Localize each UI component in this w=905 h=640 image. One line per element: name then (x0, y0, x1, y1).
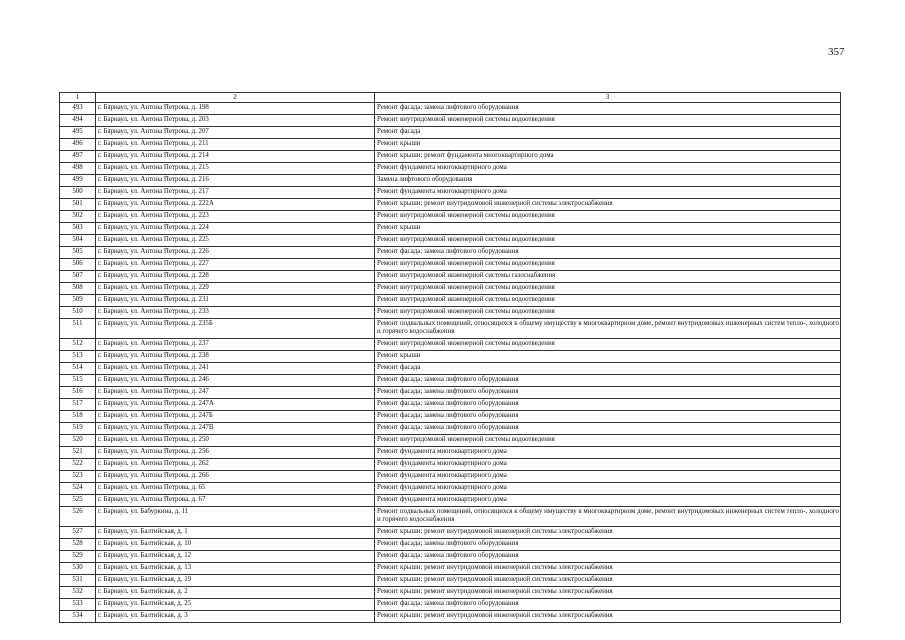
row-address: г. Барнаул, ул. Антона Петрова, д. 217 (96, 187, 375, 199)
row-work: Ремонт фундамента многоквартирного дома (375, 495, 841, 507)
row-number: 493 (60, 103, 96, 115)
row-work: Ремонт фундамента многоквартирного дома (375, 483, 841, 495)
row-number: 527 (60, 527, 96, 539)
table-row (60, 351, 841, 363)
column-header-address: 2 (96, 93, 375, 103)
row-address: г. Барнаул, ул. Антона Петрова, д. 214 (96, 151, 375, 163)
row-number: 499 (60, 175, 96, 187)
row-number: 510 (60, 307, 96, 319)
row-number: 496 (60, 139, 96, 151)
page-number: 357 (828, 46, 845, 58)
table-row (60, 187, 841, 199)
table-row (60, 139, 841, 151)
table-row (60, 575, 841, 587)
table-row (60, 259, 841, 271)
row-address: г. Барнаул, ул. Бабуркина, д. 11 (96, 507, 375, 527)
row-number: 505 (60, 247, 96, 259)
row-address: г. Барнаул, ул. Антона Петрова, д. 211 (96, 139, 375, 151)
row-work: Ремонт фасада; замена лифтового оборудования (375, 247, 841, 259)
table-header-row (60, 93, 841, 103)
row-address: г. Барнаул, ул. Антона Петрова, д. 216 (96, 175, 375, 187)
row-work: Ремонт крыши (375, 351, 841, 363)
row-address: г. Барнаул, ул. Антона Петрова, д. 247А (96, 399, 375, 411)
row-work: Ремонт внутридомовой инженерной системы газоснабжения (375, 271, 841, 283)
table-row (60, 115, 841, 127)
row-address: г. Барнаул, ул. Антона Петрова, д. 227 (96, 259, 375, 271)
row-work: Ремонт внутридомовой инженерной системы водоотведения (375, 115, 841, 127)
row-number: 521 (60, 447, 96, 459)
row-address: г. Барнаул, ул. Антона Петрова, д. 224 (96, 223, 375, 235)
row-work: Ремонт внутридомовой инженерной системы водоотведения (375, 283, 841, 295)
row-number: 517 (60, 399, 96, 411)
row-address: г. Барнаул, ул. Балтийская, д. 3 (96, 611, 375, 623)
row-number: 520 (60, 435, 96, 447)
row-number: 512 (60, 339, 96, 351)
row-number: 503 (60, 223, 96, 235)
row-address: г. Барнаул, ул. Антона Петрова, д. 229 (96, 283, 375, 295)
row-work: Замена лифтового оборудования (375, 175, 841, 187)
row-number: 531 (60, 575, 96, 587)
table-row (60, 611, 841, 623)
row-work: Ремонт фасада (375, 363, 841, 375)
table-row (60, 307, 841, 319)
table-row (60, 199, 841, 211)
row-work: Ремонт фундамента многоквартирного дома (375, 471, 841, 483)
table-row (60, 319, 841, 339)
table-row (60, 247, 841, 259)
row-address: г. Барнаул, ул. Антона Петрова, д. 238 (96, 351, 375, 363)
row-number: 514 (60, 363, 96, 375)
table-row (60, 539, 841, 551)
row-number: 498 (60, 163, 96, 175)
row-number: 516 (60, 387, 96, 399)
row-address: г. Барнаул, ул. Антона Петрова, д. 247Б (96, 411, 375, 423)
row-address: г. Барнаул, ул. Балтийская, д. 12 (96, 551, 375, 563)
row-number: 495 (60, 127, 96, 139)
row-work: Ремонт фундамента многоквартирного дома (375, 163, 841, 175)
table-row (60, 223, 841, 235)
row-address: г. Барнаул, ул. Антона Петрова, д. 250 (96, 435, 375, 447)
row-work: Ремонт фасада; замена лифтового оборудования (375, 599, 841, 611)
table-row (60, 551, 841, 563)
row-number: 504 (60, 235, 96, 247)
row-address: г. Барнаул, ул. Антона Петрова, д. 235Б (96, 319, 375, 339)
row-address: г. Барнаул, ул. Антона Петрова, д. 247В (96, 423, 375, 435)
row-address: г. Барнаул, ул. Балтийская, д. 10 (96, 539, 375, 551)
row-address: г. Барнаул, ул. Балтийская, д. 19 (96, 575, 375, 587)
row-number: 519 (60, 423, 96, 435)
row-work: Ремонт внутридомовой инженерной системы водоотведения (375, 235, 841, 247)
table-row (60, 423, 841, 435)
row-work: Ремонт крыши; ремонт внутридомовой инженерной системы электроснабжения (375, 611, 841, 623)
table-row (60, 283, 841, 295)
table-row (60, 459, 841, 471)
table-row (60, 399, 841, 411)
row-work: Ремонт фасада; замена лифтового оборудования (375, 375, 841, 387)
table-row (60, 483, 841, 495)
row-work: Ремонт фундамента многоквартирного дома (375, 459, 841, 471)
row-number: 525 (60, 495, 96, 507)
row-number: 518 (60, 411, 96, 423)
table-row (60, 175, 841, 187)
row-work: Ремонт фасада; замена лифтового оборудования (375, 387, 841, 399)
table-row (60, 527, 841, 539)
table-row (60, 495, 841, 507)
row-work: Ремонт внутридомовой инженерной системы водоотведения (375, 259, 841, 271)
table-row (60, 363, 841, 375)
row-work: Ремонт крыши; ремонт внутридомовой инженерной системы электроснабжения (375, 587, 841, 599)
table-row (60, 103, 841, 115)
table-body (60, 103, 841, 623)
row-address: г. Барнаул, ул. Антона Петрова, д. 65 (96, 483, 375, 495)
row-address: г. Барнаул, ул. Антона Петрова, д. 246 (96, 375, 375, 387)
row-address: г. Барнаул, ул. Антона Петрова, д. 223 (96, 211, 375, 223)
row-work: Ремонт крыши; ремонт внутридомовой инженерной системы электроснабжения (375, 199, 841, 211)
row-number: 497 (60, 151, 96, 163)
table-row (60, 563, 841, 575)
table-row (60, 387, 841, 399)
row-address: г. Барнаул, ул. Антона Петрова, д. 203 (96, 115, 375, 127)
row-address: г. Барнаул, ул. Антона Петрова, д. 233 (96, 307, 375, 319)
row-work: Ремонт внутридомовой инженерной системы водоотведения (375, 435, 841, 447)
row-number: 524 (60, 483, 96, 495)
row-address: г. Барнаул, ул. Антона Петрова, д. 247 (96, 387, 375, 399)
row-work: Ремонт крыши (375, 223, 841, 235)
table-row (60, 411, 841, 423)
row-work: Ремонт внутридомовой инженерной системы водоотведения (375, 295, 841, 307)
table-row (60, 587, 841, 599)
row-work: Ремонт крыши; ремонт фундамента многоквартирного дома (375, 151, 841, 163)
row-number: 500 (60, 187, 96, 199)
row-number: 529 (60, 551, 96, 563)
table-row (60, 507, 841, 527)
row-work: Ремонт фасада; замена лифтового оборудования (375, 423, 841, 435)
table-row (60, 599, 841, 611)
row-work: Ремонт крыши; ремонт внутридомовой инженерной системы электроснабжения (375, 575, 841, 587)
row-address: г. Барнаул, ул. Антона Петрова, д. 241 (96, 363, 375, 375)
row-address: г. Барнаул, ул. Балтийская, д. 13 (96, 563, 375, 575)
row-number: 522 (60, 459, 96, 471)
row-address: г. Барнаул, ул. Антона Петрова, д. 226 (96, 247, 375, 259)
row-address: г. Барнаул, ул. Антона Петрова, д. 231 (96, 295, 375, 307)
row-number: 507 (60, 271, 96, 283)
row-number: 501 (60, 199, 96, 211)
row-address: г. Барнаул, ул. Антона Петрова, д. 256 (96, 447, 375, 459)
row-address: г. Барнаул, ул. Антона Петрова, д. 67 (96, 495, 375, 507)
row-work: Ремонт крыши; ремонт внутридомовой инженерной системы электроснабжения (375, 527, 841, 539)
table-row (60, 271, 841, 283)
register-table (59, 92, 841, 623)
row-work: Ремонт фасада; замена лифтового оборудования (375, 103, 841, 115)
table-row (60, 235, 841, 247)
row-work: Ремонт фундамента многоквартирного дома (375, 447, 841, 459)
row-address: г. Барнаул, ул. Балтийская, д. 25 (96, 599, 375, 611)
column-header-work: 3 (375, 93, 841, 103)
table-row (60, 435, 841, 447)
row-work: Ремонт подвальных помещений, относящихся к общему имуществу в многоквартирном доме, ремонт внутридомовых инженерных систем тепло-, холодного и горячего водоснабжения (375, 507, 841, 527)
row-address: г. Барнаул, ул. Антона Петрова, д. 222А (96, 199, 375, 211)
row-work: Ремонт подвальных помещений, относящихся к общему имуществу в многоквартирном доме, ремонт внутридомовых инженерных систем тепло-, холодного и горячего водоснабжения (375, 319, 841, 339)
row-work: Ремонт внутридомовой инженерной системы водоотведения (375, 211, 841, 223)
row-work: Ремонт крыши; ремонт внутридомовой инженерной системы электроснабжения (375, 563, 841, 575)
table-row (60, 447, 841, 459)
row-work: Ремонт фасада; замена лифтового оборудования (375, 399, 841, 411)
row-number: 494 (60, 115, 96, 127)
row-number: 506 (60, 259, 96, 271)
table-row (60, 127, 841, 139)
row-work: Ремонт крыши (375, 139, 841, 151)
row-address: г. Барнаул, ул. Антона Петрова, д. 237 (96, 339, 375, 351)
row-work: Ремонт внутридомовой инженерной системы водоотведения (375, 339, 841, 351)
row-number: 528 (60, 539, 96, 551)
row-number: 533 (60, 599, 96, 611)
row-work: Ремонт фасада (375, 127, 841, 139)
row-number: 526 (60, 507, 96, 527)
row-address: г. Барнаул, ул. Антона Петрова, д. 262 (96, 459, 375, 471)
row-address: г. Барнаул, ул. Антона Петрова, д. 215 (96, 163, 375, 175)
row-number: 502 (60, 211, 96, 223)
row-address: г. Барнаул, ул. Антона Петрова, д. 225 (96, 235, 375, 247)
table-row (60, 151, 841, 163)
table-row (60, 163, 841, 175)
row-number: 532 (60, 587, 96, 599)
row-number: 534 (60, 611, 96, 623)
row-address: г. Барнаул, ул. Антона Петрова, д. 228 (96, 271, 375, 283)
row-work: Ремонт фасада; замена лифтового оборудования (375, 551, 841, 563)
row-address: г. Барнаул, ул. Антона Петрова, д. 198 (96, 103, 375, 115)
row-number: 523 (60, 471, 96, 483)
table-row (60, 339, 841, 351)
row-number: 509 (60, 295, 96, 307)
table-row (60, 471, 841, 483)
row-address: г. Барнаул, ул. Балтийская, д. 1 (96, 527, 375, 539)
row-address: г. Барнаул, ул. Балтийская, д. 2 (96, 587, 375, 599)
row-work: Ремонт фундамента многоквартирного дома (375, 187, 841, 199)
row-number: 513 (60, 351, 96, 363)
column-header-number: 1 (60, 93, 96, 103)
row-number: 511 (60, 319, 96, 339)
row-work: Ремонт фасада; замена лифтового оборудования (375, 539, 841, 551)
table-row (60, 295, 841, 307)
row-number: 530 (60, 563, 96, 575)
row-work: Ремонт внутридомовой инженерной системы водоотведения (375, 307, 841, 319)
row-address: г. Барнаул, ул. Антона Петрова, д. 266 (96, 471, 375, 483)
table-row (60, 375, 841, 387)
row-number: 515 (60, 375, 96, 387)
row-number: 508 (60, 283, 96, 295)
row-address: г. Барнаул, ул. Антона Петрова, д. 207 (96, 127, 375, 139)
row-work: Ремонт фасада; замена лифтового оборудования (375, 411, 841, 423)
table-row (60, 211, 841, 223)
